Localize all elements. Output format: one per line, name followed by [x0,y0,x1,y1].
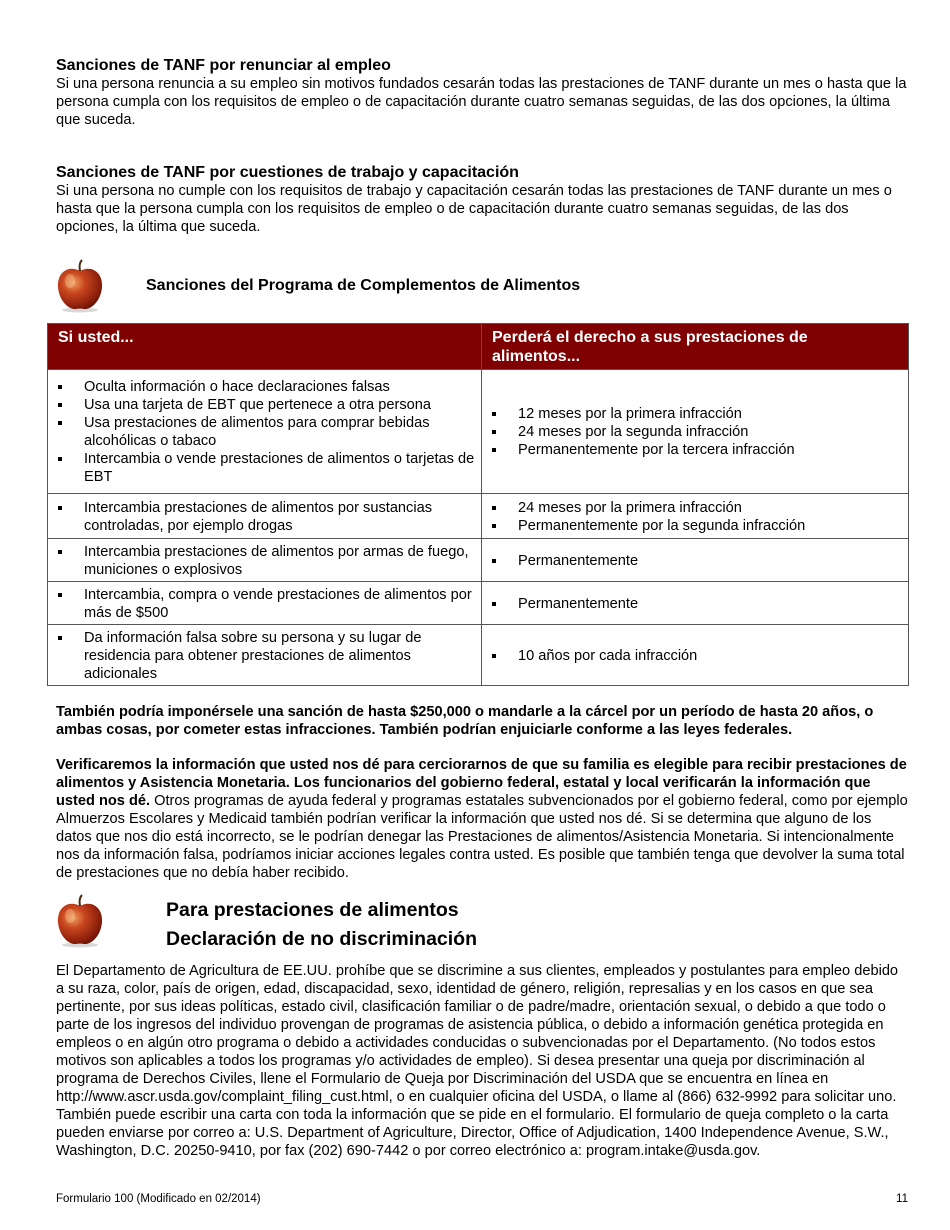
violation-item: Oculta información o hace declaraciones falsas [54,378,475,396]
penalty-item: 24 meses por la primera infracción [488,499,902,517]
document-page [56,56,908,1160]
apple-icon [54,894,106,948]
verification-bold: Verificaremos la información que usted nos dé para cerciorarnos de que su familia es elegible para recibir prestaciones de alimentos y Asistencia Monetaria. Los funcionarios del gobierno federal, estatal y local verificarán la información que usted nos dé. [56,757,907,809]
nondiscrimination-title-2: Declaración de no discriminación [166,928,478,950]
nondiscrimination-heading [54,894,908,954]
nondiscrimination-titles [166,894,477,954]
header-you-lose: Perderá el derecho a sus prestaciones de alimentos... [482,324,909,370]
violation-item: Usa una tarjeta de EBT que pertenece a otra persona [54,396,475,414]
penalty-item: Permanentemente [488,595,902,613]
violation-cell [48,582,482,625]
penalty-notice: También podría imponérsele una sanción de hasta $250,000 o mandarle a la cárcel por un período de hasta 20 años, o ambas cosas, por cometer estas infracciones. También podrían enjuiciarle conforme a las leyes federales. [56,704,874,738]
snap-title: Sanciones del Programa de Complementos de Alimentos [146,277,581,294]
violation-item: Da información falsa sobre su persona y su lugar de residencia para obtener prestaciones de alimentos adicionales [54,629,475,683]
penalty-cell [482,539,909,582]
violation-item: Intercambia prestaciones de alimentos por sustancias controladas, por ejemplo drogas [54,499,475,535]
snap-heading [54,258,908,314]
violation-cell [48,539,482,582]
penalty-cell [482,370,909,494]
form-number: Formulario 100 (Modificado en 02/2014) [56,1193,261,1205]
apple-icon [54,259,106,313]
sanctions-table [47,323,909,686]
header-if-you: Si usted... [48,324,482,370]
penalty-cell [482,494,909,539]
tanf-quit-text: Si una persona renuncia a su empleo sin motivos fundados cesarán todas las prestaciones de TANF durante un mes o hasta que la persona cumpla con los requisitos de empleo o de capacitación durante cuatro semanas seguidas, de las dos opciones, la última que suceda. [56,76,907,128]
tanf-work-text: Si una persona no cumple con los requisitos de trabajo y capacitación cesarán todas las prestaciones de TANF durante un mes o hasta que la persona cumpla con los requisitos de empleo o de capacitación durante cuatro semanas seguidas, de las dos opciones, la última que suceda. [56,183,892,235]
tanf-quit-title: Sanciones de TANF por renunciar al empleo [56,57,391,74]
table-row [48,539,909,582]
tanf-work-title: Sanciones de TANF por cuestiones de trabajo y capacitación [56,164,519,181]
penalty-item: 24 meses por la segunda infracción [488,423,902,441]
table-header-row [48,324,909,370]
violation-cell [48,625,482,686]
penalty-item: Permanentemente por la segunda infracción [488,517,902,535]
nondiscrimination-text: El Departamento de Agricultura de EE.UU. prohíbe que se discrimine a sus clientes, empleados y postulantes para empleo debido a su raza, color, país de origen, edad, discapacidad, sexo, identidad de género, religión, represalias y en los casos en que sea pertinente, por sus ideas políticas, estado civil, clasificación familiar o de padre/madre, orientación sexual, o debido a que todo o parte de los ingresos del individuo provengan de programas de asistencia pública, o debido a información genética protegida en empleos o en algún otro programa o debido a actividades conducidas o subvencionadas por el Departamento. (No todos estos motivos son aplicables a todos los programas y/o actividades de empleo). Si desea presentar una queja por discriminación al programa de Derechos Civiles, llene el Formulario de Queja por Discriminación del USDA que se encuentra en línea en http://www.ascr.usda.gov/complaint_filing_cust.html, o en cualquier oficina del USDA, o llame al (866) 632-9992 para solicitar uno. También puede escribir una carta con toda la información que se pide en el formulario. El formulario de queja completo o la carta pueden enviarse por correo a: U.S. Department of Agriculture, Director, Office of Adjudication, 1400 Independence Avenue, S.W., Washington, D.C. 20250-9410, por fax (202) 690-7442 o por correo electrónico a: program.intake@usda.gov. [56,963,899,1159]
page-footer [56,1190,908,1208]
table-row [48,494,909,539]
penalty-item: Permanentemente por la tercera infracción [488,441,902,459]
nondiscrimination-title-1: Para prestaciones de alimentos [166,899,459,921]
tanf-quit-section [56,56,908,129]
violation-cell [48,370,482,494]
verification-text: Otros programas de ayuda federal y programas estatales subvencionados por el gobierno federal, como por ejemplo Almuerzos Escolares y Medicaid también podrían verificar la información que usted nos dé. Si se determina que alguno de los datos que nos dio está incorrecto, se le podrían denegar las Prestaciones de alimentos/Asistencia Monetaria. Si intencionalmente nos da información falsa, podríamos iniciar acciones legales contra usted. Es posible que también tenga que devolver la suma total de prestaciones que no debía haber recibido. [56,793,908,881]
violation-item: Intercambia prestaciones de alimentos por armas de fuego, municiones o explosivos [54,543,475,579]
tanf-work-section [56,163,908,236]
violation-item: Usa prestaciones de alimentos para comprar bebidas alcohólicas o tabaco [54,414,475,450]
table-row [48,370,909,494]
penalty-cell [482,625,909,686]
violation-cell [48,494,482,539]
page-number: 11 [896,1193,908,1205]
violation-item: Intercambia, compra o vende prestaciones de alimentos por más de $500 [54,586,475,622]
violation-item: Intercambia o vende prestaciones de alimentos o tarjetas de EBT [54,450,475,486]
table-row [48,625,909,686]
penalty-item: 12 meses por la primera infracción [488,405,902,423]
verification-paragraph [56,756,908,882]
penalty-item: Permanentemente [488,552,902,570]
table-row [48,582,909,625]
penalty-cell [482,582,909,625]
penalty-item: 10 años por cada infracción [488,647,902,665]
